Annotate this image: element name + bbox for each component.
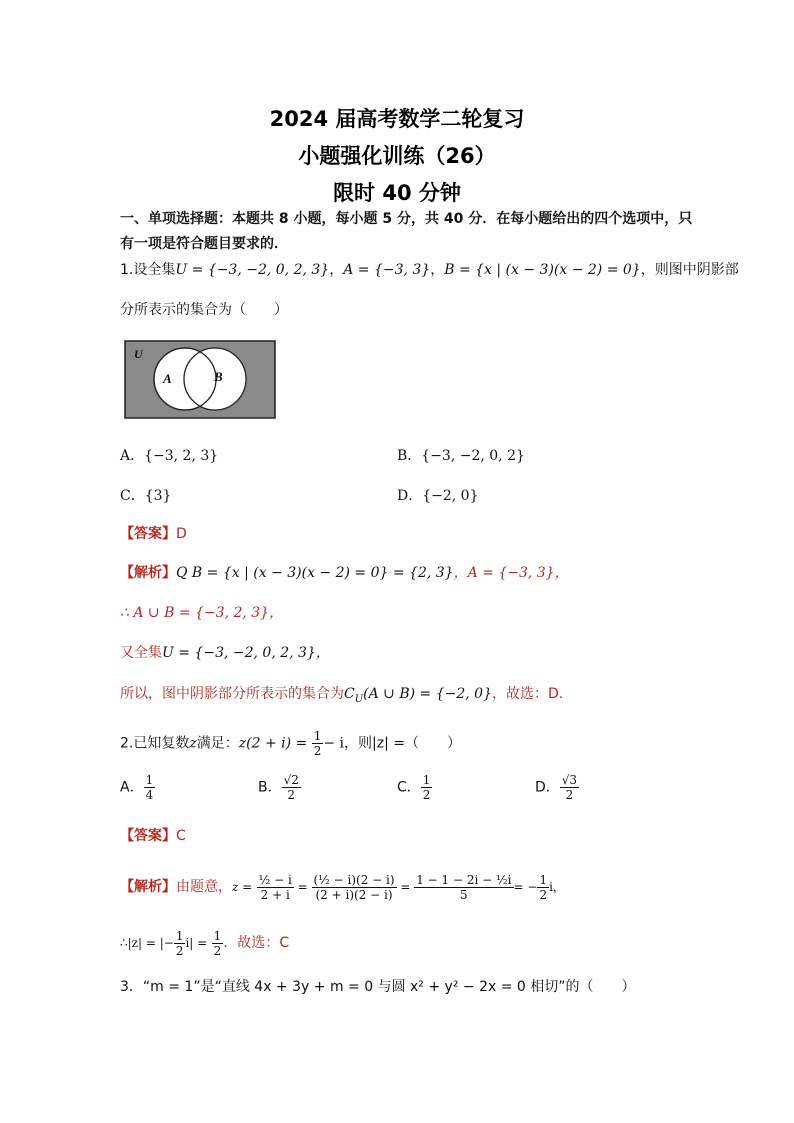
- venn-label-u: U: [134, 347, 143, 361]
- title-line-1: 2024 届高考数学二轮复习: [269, 107, 525, 131]
- q2-half-num: 1: [313, 729, 322, 743]
- q2-final-a: ∴|z| = |−: [120, 936, 174, 950]
- section-header-line-2: 有一项是符合题目要求的．: [120, 236, 288, 252]
- q2-option-b-label: B．: [258, 779, 282, 796]
- q1-option-d[interactable]: D．{−2, 0}: [397, 488, 479, 504]
- q1-option-c[interactable]: C．{3}: [120, 488, 172, 504]
- q2-option-c-label: C．: [397, 779, 421, 796]
- q2-final-fraction-2: $\frac{1}{2}$: [213, 928, 222, 958]
- q2-option-b[interactable]: [258, 773, 301, 802]
- q2-final-b: i| =: [185, 936, 208, 950]
- q2-mid: 满足：: [196, 735, 239, 752]
- title-line-3: 限时 40 分钟: [333, 181, 461, 205]
- q2-option-a-label: A．: [120, 779, 144, 796]
- q1-prefix: 1.设全集: [120, 262, 176, 278]
- q2-prefix: 2.已知复数: [120, 735, 190, 752]
- q1-answer-tag: 【答案】: [120, 526, 176, 542]
- q1-final: ，故选：D.: [492, 686, 564, 702]
- q1-answer-value: D: [176, 526, 187, 542]
- q2-analysis-fraction-2: $\frac{\text{(½ − i)(2 − i)}}{(2 + i)(2 - i)}$: [313, 872, 395, 902]
- q1-option-b[interactable]: B．{−3, −2, 0, 2}: [397, 448, 525, 464]
- q3-stem: 3．“m = 1”是“直线 4x + 3y + m = 0 与圆 x² + y² − 2x = 0 相切”的（ ）: [120, 979, 636, 995]
- q2-stem: [120, 729, 461, 758]
- venn-label-a: A: [163, 371, 172, 386]
- q1-analysis-line-4-lead: 所以，图中阴影部分所表示的集合为: [120, 686, 344, 702]
- q2-option-a[interactable]: [120, 773, 155, 802]
- q2-final-tag: ．故选：: [223, 935, 280, 951]
- q2-option-b-fraction: $\frac{√2}{2}$: [283, 773, 299, 802]
- venn-diagram: [124, 340, 276, 419]
- q2-ask: ，则|z| =（ ）: [344, 735, 461, 752]
- q2-eq-tail: − i: [323, 735, 345, 752]
- title-line-2: 小题强化训练（26）: [298, 144, 496, 168]
- q1-analysis-line-2: ∴ A ∪ B = {−3, 2, 3}，: [120, 605, 284, 621]
- q2-analysis-tail: = −: [513, 880, 538, 894]
- q2-half-den: 2: [313, 744, 322, 758]
- q1-analysis-tag: 【解析】: [120, 565, 176, 581]
- q2-answer-value: C: [176, 828, 186, 844]
- q1-complement-sub: U: [354, 693, 364, 705]
- q2-option-d-fraction: $\frac{√3}{2}$: [561, 773, 578, 802]
- q2-answer: [120, 826, 186, 846]
- q2-option-d[interactable]: [535, 773, 579, 802]
- section-header-line-1: 一、单项选择题：本题共 8 小题，每小题 5 分，共 40 分．在每小题给出的四个选项中，只: [120, 211, 693, 227]
- q2-final-fraction-1: $\frac{1}{2}$: [175, 928, 184, 958]
- q2-var-z: z: [189, 735, 197, 752]
- q2-option-d-label: D．: [535, 779, 560, 796]
- q2-analysis-fraction-3: $\frac{\text{1 − 1 − 2i − ½i}}{5}$: [416, 872, 512, 902]
- q2-analysis-z: z =: [232, 880, 253, 894]
- q1-answer: [120, 524, 187, 544]
- q2-option-a-fraction: $\frac{1}{4}$: [145, 773, 154, 802]
- q2-answer-tag: 【答案】: [120, 828, 176, 844]
- q2-analysis-line-2: [120, 928, 289, 958]
- q1-option-a[interactable]: A．{−3, 2, 3}: [120, 448, 219, 464]
- q2-analysis-tail-fraction: $\frac{1}{2}$: [539, 872, 548, 902]
- q2-analysis-line-1: 【解析】由题意，z = $\frac{\text{½ − i}}{2 + i}$ = $\frac{\text{(½ − i)(2 − i)}}{(2 + i)(2 - i)}$ = $\frac{\text{1 − 1 − 2i − ½i}}{5}$ = − $\frac{1}{2}$ i，: [120, 872, 565, 902]
- q1-analysis-line-3-lead: 又全集: [120, 645, 162, 661]
- q1-analysis-b-set: Q B = {x | (x − 3)(x − 2) = 0} = {2, 3}: [176, 565, 454, 581]
- q1-analysis-line-4: [120, 684, 563, 710]
- q1-suffix: ，则图中阴影部: [640, 262, 739, 278]
- q1-analysis-a-set: ，A = {−3, 3}，: [453, 565, 569, 581]
- q1-analysis-line-3-set: U = {−3, −2, 0, 2, 3}，: [162, 645, 330, 661]
- q2-final-answer: C: [279, 935, 290, 951]
- q1-set-a: A = {−3, 3}: [343, 262, 431, 278]
- q1-sep-2: ，: [430, 262, 445, 278]
- q2-eq: z(2 + i) =: [238, 735, 308, 752]
- q1-analysis-line-3: [120, 643, 330, 663]
- q2-analysis-fraction-1: $\frac{\text{½ − i}}{2 + i}$: [258, 872, 292, 902]
- q2-option-c-fraction: $\frac{1}{2}$: [422, 773, 431, 802]
- q2-option-c[interactable]: [397, 773, 432, 802]
- q1-stem-line-1: [120, 260, 739, 280]
- q1-stem-line-2: 分所表示的集合为（ ）: [120, 302, 288, 318]
- q1-set-b: B = {x | (x − 3)(x − 2) = 0}: [444, 262, 641, 278]
- q1-complement-expr: (A ∪ B) = {−2, 0}: [363, 686, 492, 702]
- q2-half-fraction: [312, 729, 324, 758]
- q2-analysis-tail-i: i，: [549, 880, 565, 894]
- q1-complement-c: C: [344, 686, 355, 702]
- q1-analysis-line-1: [120, 563, 569, 583]
- q1-set-u: U = {−3, −2, 0, 2, 3}: [175, 262, 330, 278]
- q2-analysis-lead: 由题意，: [176, 879, 232, 895]
- venn-label-b: B: [214, 369, 223, 384]
- q2-analysis-tag: 【解析】: [120, 879, 176, 895]
- q1-sep-1: ，: [329, 262, 344, 278]
